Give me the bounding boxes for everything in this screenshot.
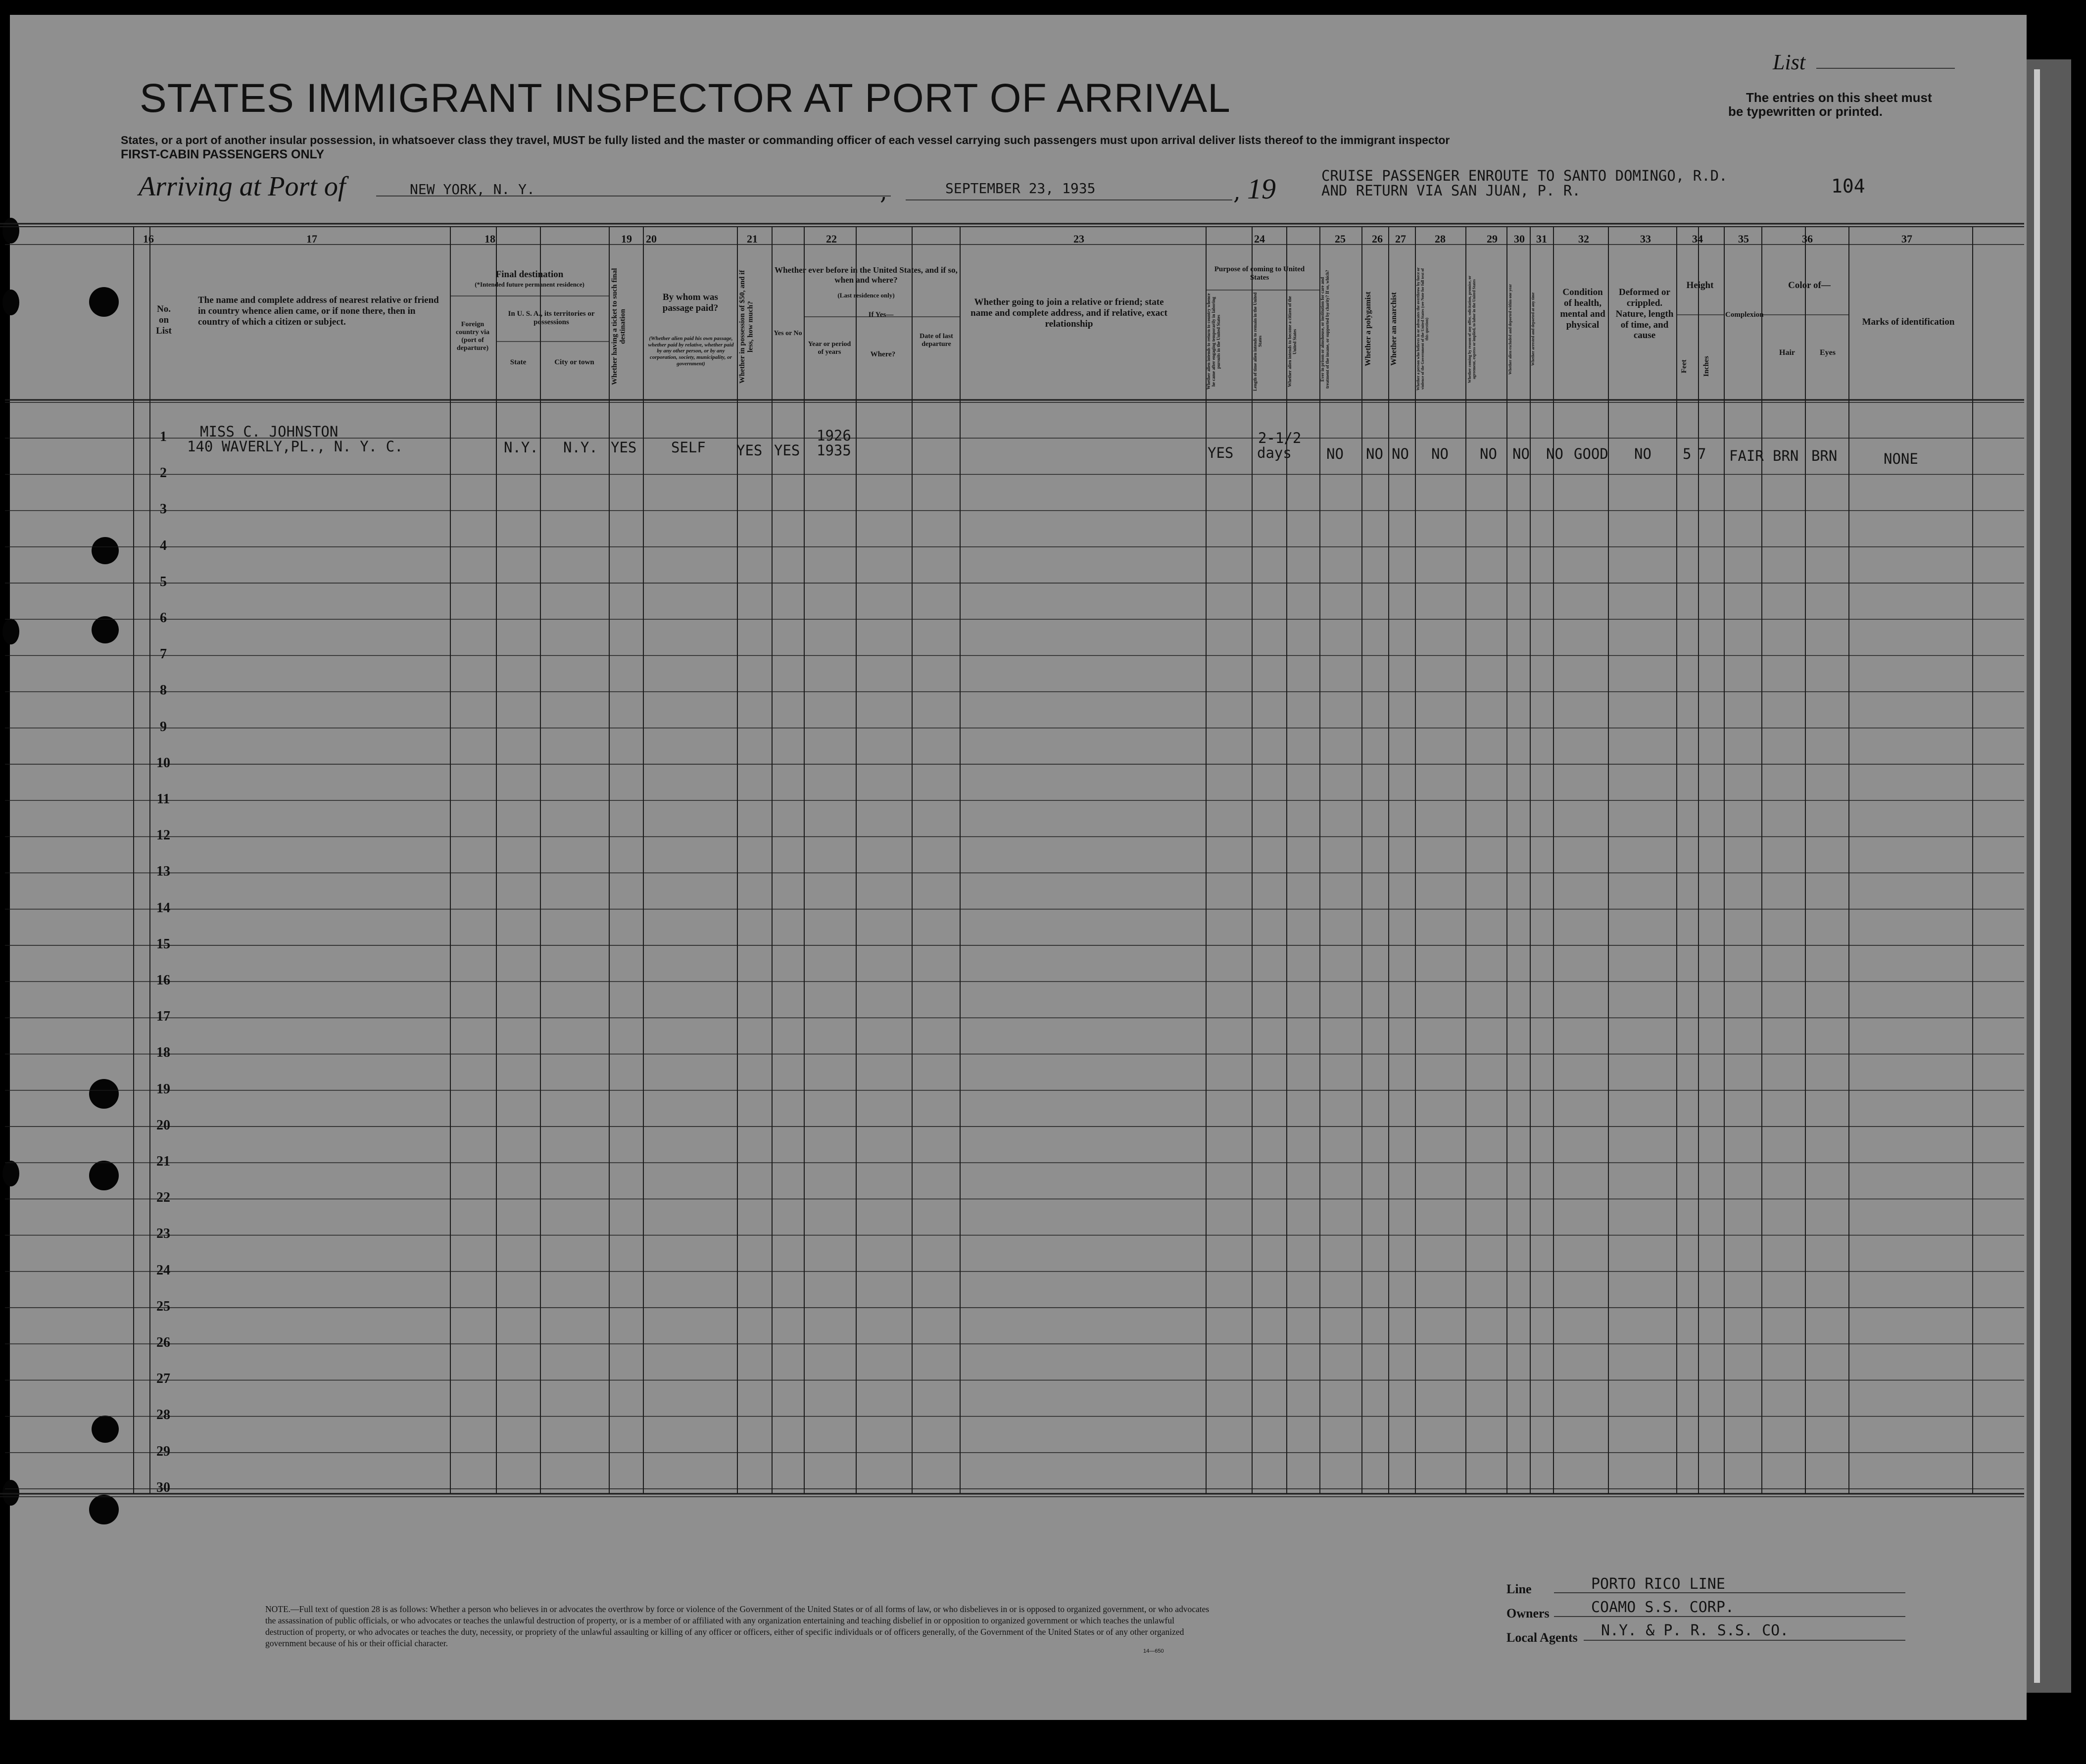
header-passage-paid: By whom was passage paid? <box>662 292 719 313</box>
row-number: 21 <box>156 1154 170 1169</box>
col-num-31: 31 <box>1536 233 1547 245</box>
col-num-17: 17 <box>306 233 317 245</box>
subtitle: States, or a port of another insular possession, in whatsoever class they travel, MUST be fully listed and the master or commanding officer of each vessel carrying such passengers must upon arrival deliver lists thereof to the immigrant inspector <box>121 134 1450 147</box>
col-num-34: 34 <box>1692 233 1703 245</box>
entry-offer-labor: NO <box>1480 445 1497 462</box>
row-number: 9 <box>160 719 167 735</box>
row-number: 5 <box>160 574 167 589</box>
entry-hair: BRN <box>1773 447 1799 464</box>
row-number: 27 <box>156 1371 170 1387</box>
row-number: 3 <box>160 501 167 517</box>
row-number: 15 <box>156 936 170 952</box>
entry-polygamist: NO <box>1366 445 1383 462</box>
col-num-20: 20 <box>646 233 657 245</box>
header-excluded: Whether alien excluded and deported within one year <box>1508 284 1512 375</box>
col-num-37: 37 <box>1901 233 1912 245</box>
header-inches: Inches <box>1702 356 1710 377</box>
class-line: FIRST-CABIN PASSENGERS ONLY <box>121 147 325 161</box>
col-num-22: 22 <box>826 233 837 245</box>
row-number: 4 <box>160 538 167 553</box>
header-purpose-length: Length of time alien intends to remain in the United States <box>1253 292 1262 391</box>
entry-name: MISS C. JOHNSTON <box>200 423 339 440</box>
entry-city: N.Y. <box>563 439 598 456</box>
entry-has-50: YES <box>736 442 763 459</box>
col-num-24: 24 <box>1254 233 1265 245</box>
entry-marks: NONE <box>1884 450 1918 467</box>
entry-state: N.Y. <box>504 439 538 456</box>
agents-label: Local Agents <box>1506 1630 1578 1645</box>
row-number: 7 <box>160 646 167 662</box>
entry-eyes: BRN <box>1811 447 1838 464</box>
list-label: List <box>1773 50 1806 74</box>
row-number: 25 <box>156 1298 170 1314</box>
header-height: Height <box>1686 280 1714 291</box>
col-num-32: 32 <box>1578 233 1589 245</box>
page-title: STATES IMMIGRANT INSPECTOR AT PORT OF ARRIVAL <box>140 76 1231 121</box>
header-color-of: Color of— <box>1788 280 1831 291</box>
header-marks: Marks of identification <box>1862 317 1955 327</box>
header-purpose-citizen: Whether alien intends to become a citizen of the United States <box>1287 296 1297 387</box>
header-final-destination: Final destination <box>495 269 564 280</box>
header-prison: Ever in prison or almshouse, or institution for care and treatment of the insane, or supported by charity? If so, which? <box>1320 270 1330 389</box>
entry-health: GOOD <box>1574 445 1608 462</box>
header-deported: Whether arrested and deported at any time <box>1531 292 1535 366</box>
row-number: 11 <box>156 791 170 807</box>
col-num-19: 19 <box>621 233 632 245</box>
header-where: Where? <box>870 350 896 358</box>
col-num-25: 25 <box>1335 233 1346 245</box>
row-number: 17 <box>156 1009 170 1025</box>
year-prefix: 19 <box>1247 173 1276 205</box>
row-number: 8 <box>160 683 167 698</box>
row-number: 2 <box>160 465 167 481</box>
row-number: 12 <box>156 828 170 843</box>
header-yes-or-no: Yes or No <box>774 330 802 337</box>
entry-length-1: 2-1/2 <box>1258 430 1302 446</box>
typewritten-note-2: be typewritten or printed. <box>1728 104 1883 119</box>
form-number: 14—650 <box>1143 1648 1164 1654</box>
comma-2: , <box>1233 178 1241 205</box>
comma-1: , <box>880 178 887 205</box>
entry-years-1: 1926 <box>817 427 851 444</box>
col-num-26: 26 <box>1372 233 1383 245</box>
entry-ticket: YES <box>611 439 637 456</box>
header-overthrow: Whether a person who believes in or advocates the overthrow by force or violence of the Government of the United States (see Note for full text of this question) <box>1416 267 1429 391</box>
row-number: 6 <box>160 610 167 626</box>
header-in-usa: In U. S. A., its territories or possessions <box>508 310 595 327</box>
header-hair: Hair <box>1779 348 1795 357</box>
row-number: 13 <box>156 864 170 880</box>
header-join-relative: Whether going to join a relative or friend; state name and complete address, and if relative, exact relationship <box>970 297 1167 329</box>
footer-note: NOTE.—Full text of question 28 is as follows: Whether a person who believes in or advocates the overthrow by force or violence of the Government of the United States or of all forms of law, or who disbelieves in or is opposed to organized government, or who advocates the assassination of public officials, or who advocates or teaches the unlawful destruction of property, or is a member of or affiliated with any organization entertaining and teaching disbelief in or opposition to organized government or which teaches the unlawful destruction of property, or who advocates or teaches the duty, necessity, or propriety of the unlawful assaulting or killing of any officer or officers, either of specific individuals or of officers generally, of the Government of the United States or of any other organized government because of his or their official character. <box>265 1604 1210 1648</box>
header-ever-before: Whether ever before in the United States, and if so, when and where? <box>775 265 958 285</box>
col-num-28: 28 <box>1435 233 1446 245</box>
row-number: 23 <box>156 1226 170 1242</box>
header-purpose: Purpose of coming to United States <box>1214 265 1305 282</box>
row-number: 20 <box>156 1117 170 1133</box>
header-complexion: Complexion <box>1725 311 1764 319</box>
col-num-30: 30 <box>1514 233 1525 245</box>
row-number: 28 <box>156 1407 170 1423</box>
entry-before-us: YES <box>774 442 800 459</box>
header-fifty-dollars: Whether in possession of $50, and if less, how much? <box>738 270 755 384</box>
col-num-29: 29 <box>1487 233 1498 245</box>
col-num-36: 36 <box>1802 233 1813 245</box>
col-num-35: 35 <box>1738 233 1749 245</box>
header-final-destination-sub: (*Intended future permanent residence) <box>475 281 584 288</box>
arriving-label: Arriving at Port of <box>139 171 346 202</box>
header-feet: Feet <box>1680 359 1688 373</box>
row-number: 1 <box>160 429 167 444</box>
entry-paid-by: SELF <box>671 439 706 456</box>
header-deformed: Deformed or crippled. Nature, length of time, and cause <box>1615 287 1674 341</box>
row-number: 18 <box>156 1045 170 1061</box>
agents-value: N.Y. & P. R. S.S. CO. <box>1601 1622 1789 1639</box>
entry-inches: 7 <box>1698 445 1706 462</box>
entry-address: 140 WAVERLY,PL., N. Y. C. <box>187 438 403 455</box>
typewritten-note-1: The entries on this sheet must <box>1746 90 1932 105</box>
sheet-number: 104 <box>1831 175 1865 197</box>
entry-deported: NO <box>1546 445 1563 462</box>
line-value: PORTO RICO LINE <box>1591 1575 1725 1593</box>
header-eyes: Eyes <box>1820 348 1836 357</box>
row-number: 19 <box>156 1081 170 1097</box>
entry-prison: NO <box>1326 445 1344 462</box>
row-number: 30 <box>156 1479 170 1495</box>
col-num-21: 21 <box>747 233 758 245</box>
line-label: Line <box>1506 1582 1532 1596</box>
col-num-23: 23 <box>1073 233 1084 245</box>
owners-value: COAMO S.S. CORP. <box>1591 1599 1734 1616</box>
header-state: State <box>510 358 527 366</box>
row-number: 10 <box>156 755 170 771</box>
col-num-27: 27 <box>1395 233 1406 245</box>
header-purpose-return: Whether alien intends to return to country whence he came after engaging temporarily in laboring pursuits in the United States <box>1206 293 1221 390</box>
header-no-on-list: No. on List <box>156 304 172 336</box>
remark-line-2: AND RETURN VIA SAN JUAN, P. R. <box>1321 182 1581 199</box>
entry-return-intent: YES <box>1208 444 1234 461</box>
header-nearest-relative: The name and complete address of nearest relative or friend in country whence alien came, or if none there, then in country of which a citizen or subject. <box>198 295 439 327</box>
header-anarchist: Whether an anarchist <box>1390 292 1398 366</box>
row-number: 22 <box>156 1190 170 1206</box>
row-number: 14 <box>156 900 170 916</box>
col-num-16: 16 <box>143 233 154 245</box>
row-number: 16 <box>156 973 170 988</box>
entry-length-2: days <box>1257 444 1292 461</box>
entry-years-2: 1935 <box>817 442 851 459</box>
header-if-yes: If Yes— <box>868 311 894 319</box>
col-num-33: 33 <box>1640 233 1651 245</box>
header-foreign-country: Foreign country via (port of departure) <box>455 321 490 352</box>
owners-label: Owners <box>1506 1606 1550 1620</box>
header-polygamist: Whether a polygamist <box>1364 292 1372 367</box>
header-ever-before-sub: (Last residence only) <box>837 292 895 299</box>
header-passage-note: (Whether alien paid his own passage, whether paid by relative, whether paid by any other person, or by any corporation, society, municipality, or government) <box>648 336 734 367</box>
row-number: 26 <box>156 1335 170 1350</box>
entry-complexion: FAIR <box>1729 447 1764 464</box>
header-date-departure: Date of last departure <box>920 333 953 348</box>
port-value: NEW YORK, N. Y. <box>410 181 535 197</box>
header-offer-labor: Whether coming by reason of any offer, solicitation, promise, or agreement, express or implied, to labor in the United States <box>1467 275 1476 383</box>
col-num-18: 18 <box>485 233 495 245</box>
header-city: City or town <box>554 358 594 366</box>
entry-overthrow: NO <box>1431 445 1449 462</box>
entry-deformed: NO <box>1634 445 1651 462</box>
remark-line-1: CRUISE PASSENGER ENROUTE TO SANTO DOMINGO, R.D. <box>1321 167 1728 184</box>
header-health: Condition of health, mental and physical <box>1560 287 1605 330</box>
entry-feet: 5 <box>1683 445 1692 462</box>
row-number: 29 <box>156 1443 170 1459</box>
entry-excluded: NO <box>1512 445 1530 462</box>
entry-anarchist: NO <box>1392 445 1409 462</box>
date-value: SEPTEMBER 23, 1935 <box>945 180 1096 196</box>
row-number: 24 <box>156 1262 170 1278</box>
header-ticket: Whether having a ticket to such final destination <box>611 268 627 386</box>
header-year-period: Year or period of years <box>808 341 851 356</box>
